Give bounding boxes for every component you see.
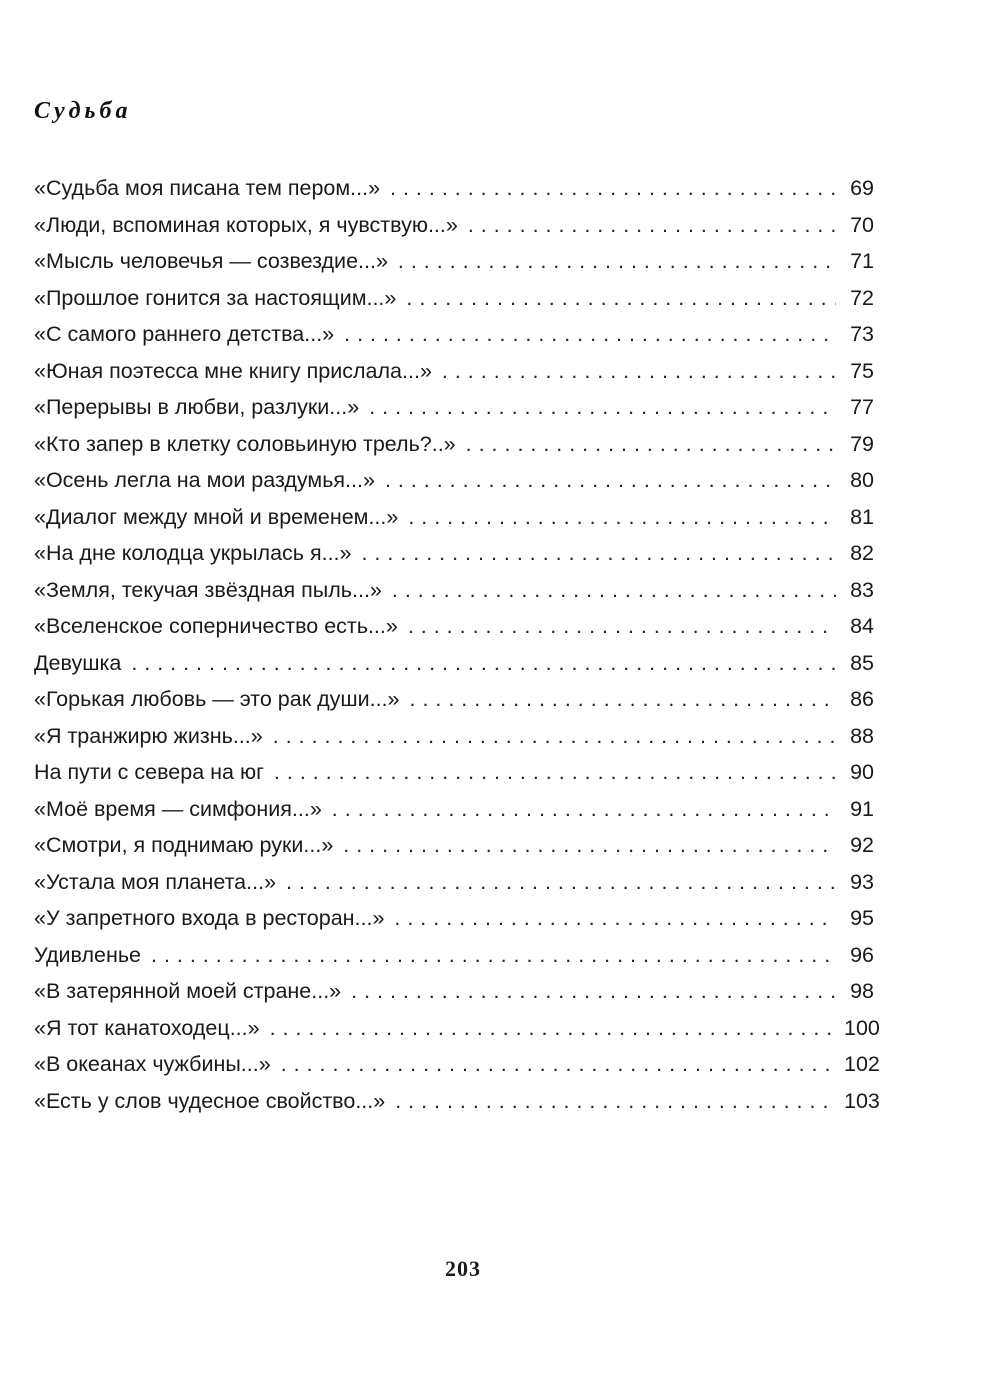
toc-entry-page: 93: [850, 869, 874, 894]
leader-dots: [286, 864, 836, 901]
toc-entry: [34, 499, 874, 536]
leader-dots: [332, 791, 836, 828]
toc-entry-title: «Кто запер в клетку соловьиную трель?..»: [34, 431, 456, 456]
toc-entry-title: «Прошлое гонится за настоящим...»: [34, 285, 397, 310]
toc-entry: [34, 1083, 880, 1120]
toc-entry-title: «Моё время — симфония...»: [34, 796, 322, 821]
toc-entry-page: 90: [850, 760, 874, 784]
toc-entry: [34, 316, 874, 353]
section-title: Судьба: [34, 98, 132, 124]
toc-entry-page: 83: [850, 577, 874, 602]
leader-dots: [468, 207, 836, 244]
toc-entry-title: «Перерывы в любви, разлуки...»: [34, 395, 360, 419]
leader-dots: [392, 572, 836, 609]
leader-dots: [361, 535, 836, 572]
toc-entry: [34, 426, 874, 463]
toc-entry-page: 96: [850, 942, 874, 967]
leader-dots: [281, 1046, 836, 1083]
leader-dots: [466, 426, 836, 463]
toc-entry-page: 102: [844, 1052, 880, 1076]
toc-entry-page: 103: [844, 1088, 880, 1113]
toc-entry: [34, 608, 874, 645]
toc-entry-page: 88: [850, 723, 874, 748]
toc-entry-page: 79: [850, 431, 874, 456]
toc-entry-title: «В океанах чужбины...»: [34, 1052, 271, 1076]
toc-entry-title: «Устала моя планета...»: [34, 869, 277, 894]
leader-dots: [408, 608, 836, 645]
toc-entry-title: «Я тот канатоходец...»: [34, 1015, 260, 1040]
leader-dots: [351, 973, 836, 1010]
toc-entry: [34, 389, 874, 426]
toc-entry-title: Девушка: [34, 650, 122, 675]
toc-entry: [34, 207, 874, 244]
toc-entry: [34, 280, 874, 317]
leader-dots: [274, 754, 836, 791]
toc-entry: [34, 243, 874, 280]
toc-entry-title: «Смотри, я поднимаю руки...»: [34, 833, 334, 857]
toc-entry-page: 82: [850, 541, 874, 565]
leader-dots: [344, 316, 836, 353]
toc-entry: [34, 170, 874, 207]
toc-entry-page: 92: [850, 833, 874, 857]
leader-dots: [395, 1083, 836, 1120]
toc-entry-title: «В затерянной моей стране...»: [34, 979, 342, 1003]
toc-entry-title: «Люди, вспоминая которых, я чувствую...»: [34, 212, 458, 237]
toc-entry-title: «У запретного входа в ресторан...»: [34, 906, 385, 930]
toc-entry-page: 95: [850, 906, 874, 930]
leader-dots: [151, 937, 836, 974]
leader-dots: [408, 499, 836, 536]
toc-entry-page: 85: [850, 650, 874, 675]
toc-entry-title: «Юная поэтесса мне книгу прислала...»: [34, 358, 432, 383]
toc-entry-page: 91: [850, 796, 874, 821]
toc-entry-page: 72: [850, 285, 874, 310]
leader-dots: [273, 718, 836, 755]
toc-entry-title: «Земля, текучая звёздная пыль...»: [34, 577, 382, 602]
toc-entry: [34, 353, 874, 390]
toc-entry-page: 75: [850, 358, 874, 383]
leader-dots: [369, 389, 836, 426]
toc-entry: [34, 754, 874, 791]
toc-entry-title: «Судьба моя писана тем пером...»: [34, 176, 381, 200]
leader-dots: [270, 1010, 836, 1047]
toc-entry-page: 81: [850, 504, 874, 529]
leader-dots: [131, 645, 836, 682]
toc-entry-title: «Вселенское соперничество есть...»: [34, 614, 398, 638]
toc-entry: [34, 572, 874, 609]
leader-dots: [410, 681, 837, 718]
toc-entry: [34, 535, 874, 572]
toc-entry: [34, 791, 874, 828]
toc-entry-title: «На дне колодца укрылась я...»: [34, 541, 352, 565]
toc-entry: [34, 827, 874, 864]
toc-entry: [34, 645, 874, 682]
toc-entry-title: «Диалог между мной и временем...»: [34, 504, 399, 529]
leader-dots: [394, 900, 836, 937]
toc-entry-title: «Мысль человечья — созвездие...»: [34, 249, 388, 273]
leader-dots: [390, 170, 836, 207]
toc-entry-page: 77: [850, 395, 874, 419]
toc-entry: [34, 681, 874, 718]
toc-entry: [34, 864, 874, 901]
toc-entry-page: 80: [850, 468, 874, 492]
leader-dots: [343, 827, 836, 864]
table-of-contents: [34, 170, 880, 1119]
leader-dots: [385, 462, 836, 499]
toc-entry-title: «Я транжирю жизнь...»: [34, 723, 263, 748]
toc-entry: [34, 1010, 880, 1047]
toc-entry: [34, 900, 874, 937]
toc-entry: [34, 718, 874, 755]
toc-entry-page: 69: [850, 176, 874, 200]
leader-dots: [406, 280, 836, 317]
toc-entry: [34, 973, 874, 1010]
toc-entry-page: 73: [850, 322, 874, 346]
toc-entry-page: 98: [850, 979, 874, 1003]
toc-entry-title: На пути с севера на юг: [34, 760, 264, 784]
toc-entry-page: 86: [850, 687, 874, 711]
page-number: 203: [445, 1256, 481, 1281]
toc-entry-title: Удивленье: [34, 942, 141, 967]
toc-entry-title: «Есть у слов чудесное свойство...»: [34, 1088, 386, 1113]
toc-entry-page: 71: [850, 249, 874, 273]
leader-dots: [398, 243, 836, 280]
toc-entry: [34, 937, 874, 974]
toc-entry-title: «Осень легла на мои раздумья...»: [34, 468, 375, 492]
toc-entry-page: 84: [850, 614, 874, 638]
toc-entry-page: 100: [844, 1015, 880, 1040]
toc-entry-title: «Горькая любовь — это рак души...»: [34, 687, 400, 711]
toc-entry: [34, 1046, 880, 1083]
leader-dots: [442, 353, 836, 390]
toc-entry-page: 70: [850, 212, 874, 237]
toc-entry-title: «С самого раннего детства...»: [34, 322, 335, 346]
toc-entry: [34, 462, 874, 499]
